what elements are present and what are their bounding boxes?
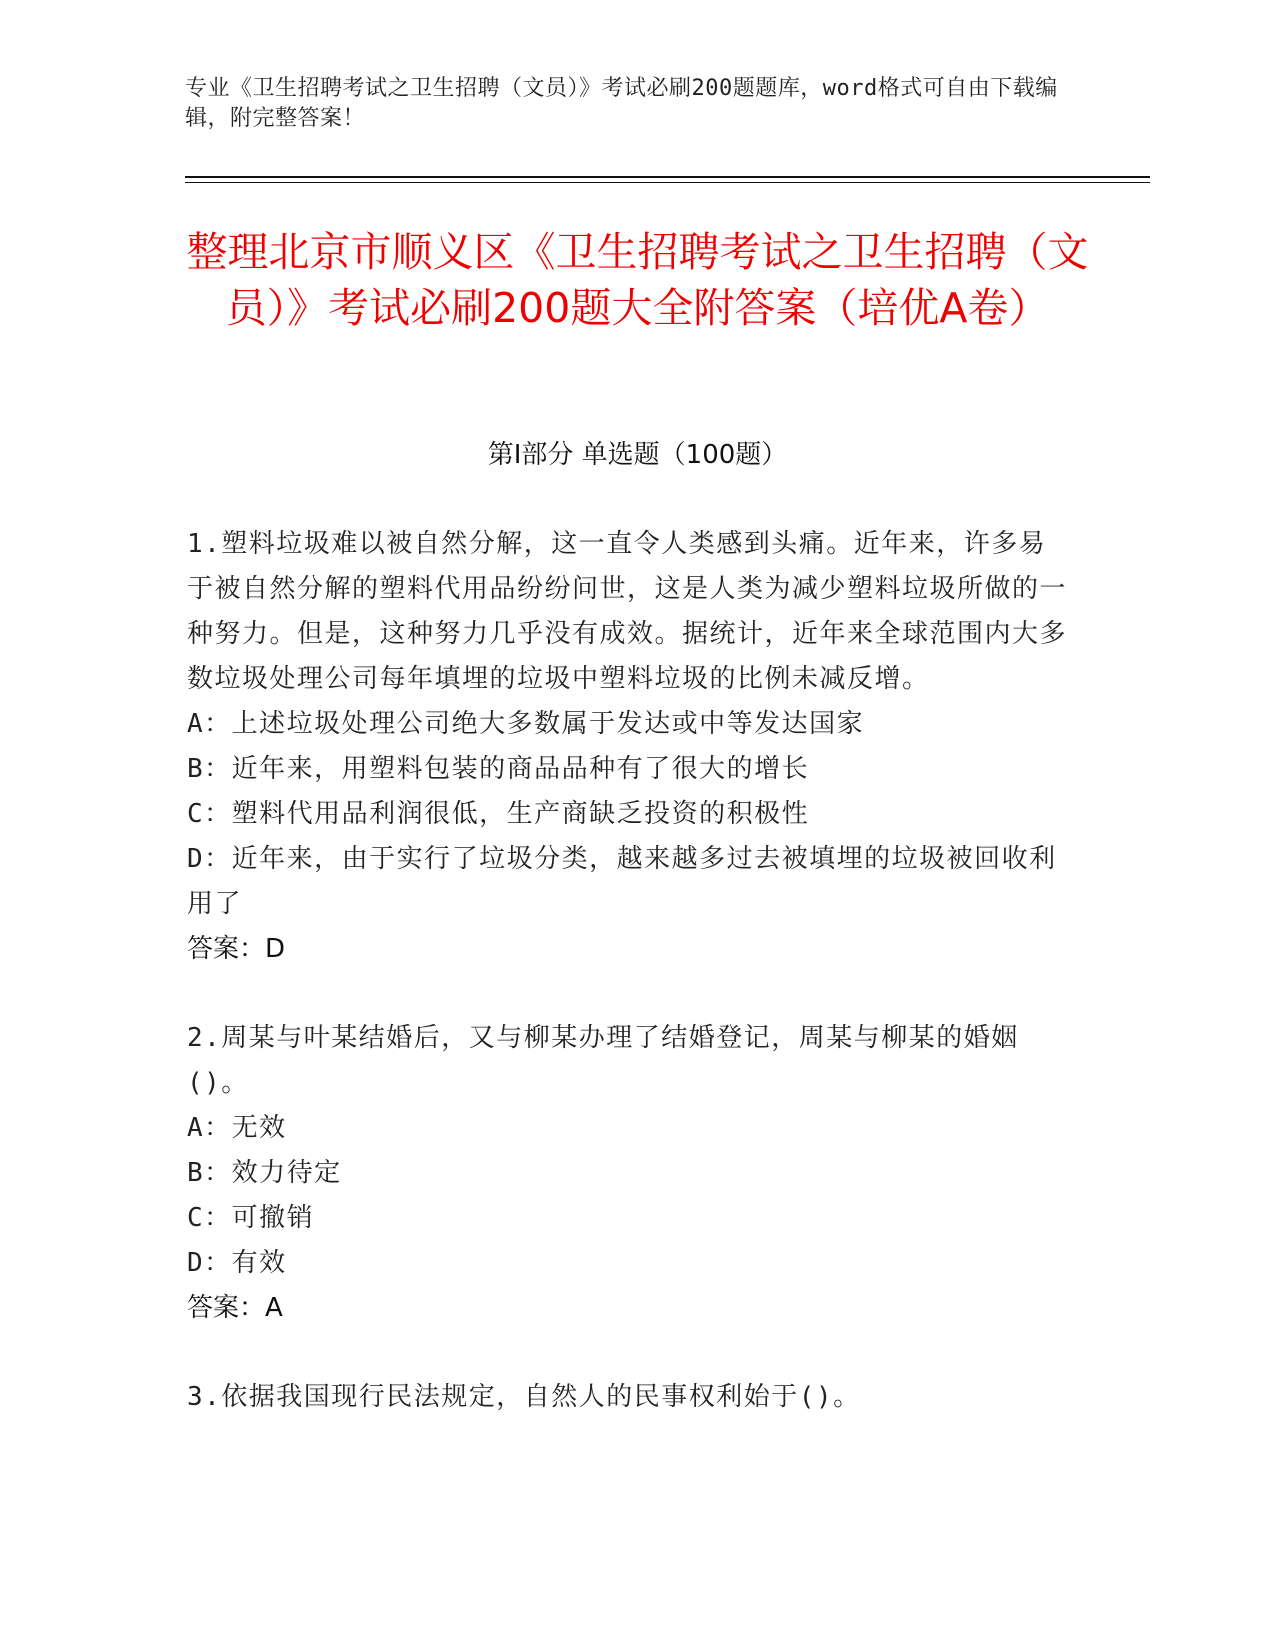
option-c: C：可撤销 <box>187 1203 315 1233</box>
section-heading: 第I部分 单选题（100题） <box>487 440 788 470</box>
question-1 <box>187 522 1067 972</box>
option-a: A：上述垃圾处理公司绝大多数属于发达或中等发达国家 <box>187 709 865 739</box>
header-divider-thick <box>185 176 1150 178</box>
question-3 <box>187 1375 1067 1420</box>
option-d: D：近年来，由于实行了垃圾分类，越来越多过去被填埋的垃圾被回收利用了 <box>187 844 1057 919</box>
question-list <box>187 522 1067 1464</box>
question-stem: 3.依据我国现行民法规定，自然人的民事权利始于()。 <box>187 1382 861 1412</box>
option-d: D：有效 <box>187 1248 287 1278</box>
option-b: B：近年来，用塑料包装的商品品种有了很大的增长 <box>187 754 810 784</box>
header-divider-thin <box>185 182 1150 183</box>
answer-line: 答案：D <box>187 934 286 964</box>
option-c: C：塑料代用品利润很低，生产商缺乏投资的积极性 <box>187 799 810 829</box>
answer-line: 答案：A <box>187 1293 283 1323</box>
question-stem: 1.塑料垃圾难以被自然分解，这一直令人类感到头痛。近年来，许多易于被自然分解的塑料代用品纷纷问世，这是人类为减少塑料垃圾所做的一种努力。但是，这种努力几乎没有成效。据统计，近年来全球范围内大多数垃圾处理公司每年填埋的垃圾中塑料垃圾的比例未减反增。 <box>187 529 1068 694</box>
header-note: 专业《卫生招聘考试之卫生招聘（文员）》考试必刷200题题库，word格式可自由下载编辑，附完整答案！ <box>185 76 1058 131</box>
document-title: 整理北京市顺义区《卫生招聘考试之卫生招聘（文员）》考试必刷200题大全附答案（培优A卷） <box>186 228 1089 332</box>
question-2 <box>187 1016 1067 1331</box>
option-b: B：效力待定 <box>187 1158 342 1188</box>
option-a: A：无效 <box>187 1113 287 1143</box>
question-stem: 2.周某与叶某结婚后，又与柳某办理了结婚登记，周某与柳某的婚姻()。 <box>187 1023 1019 1098</box>
